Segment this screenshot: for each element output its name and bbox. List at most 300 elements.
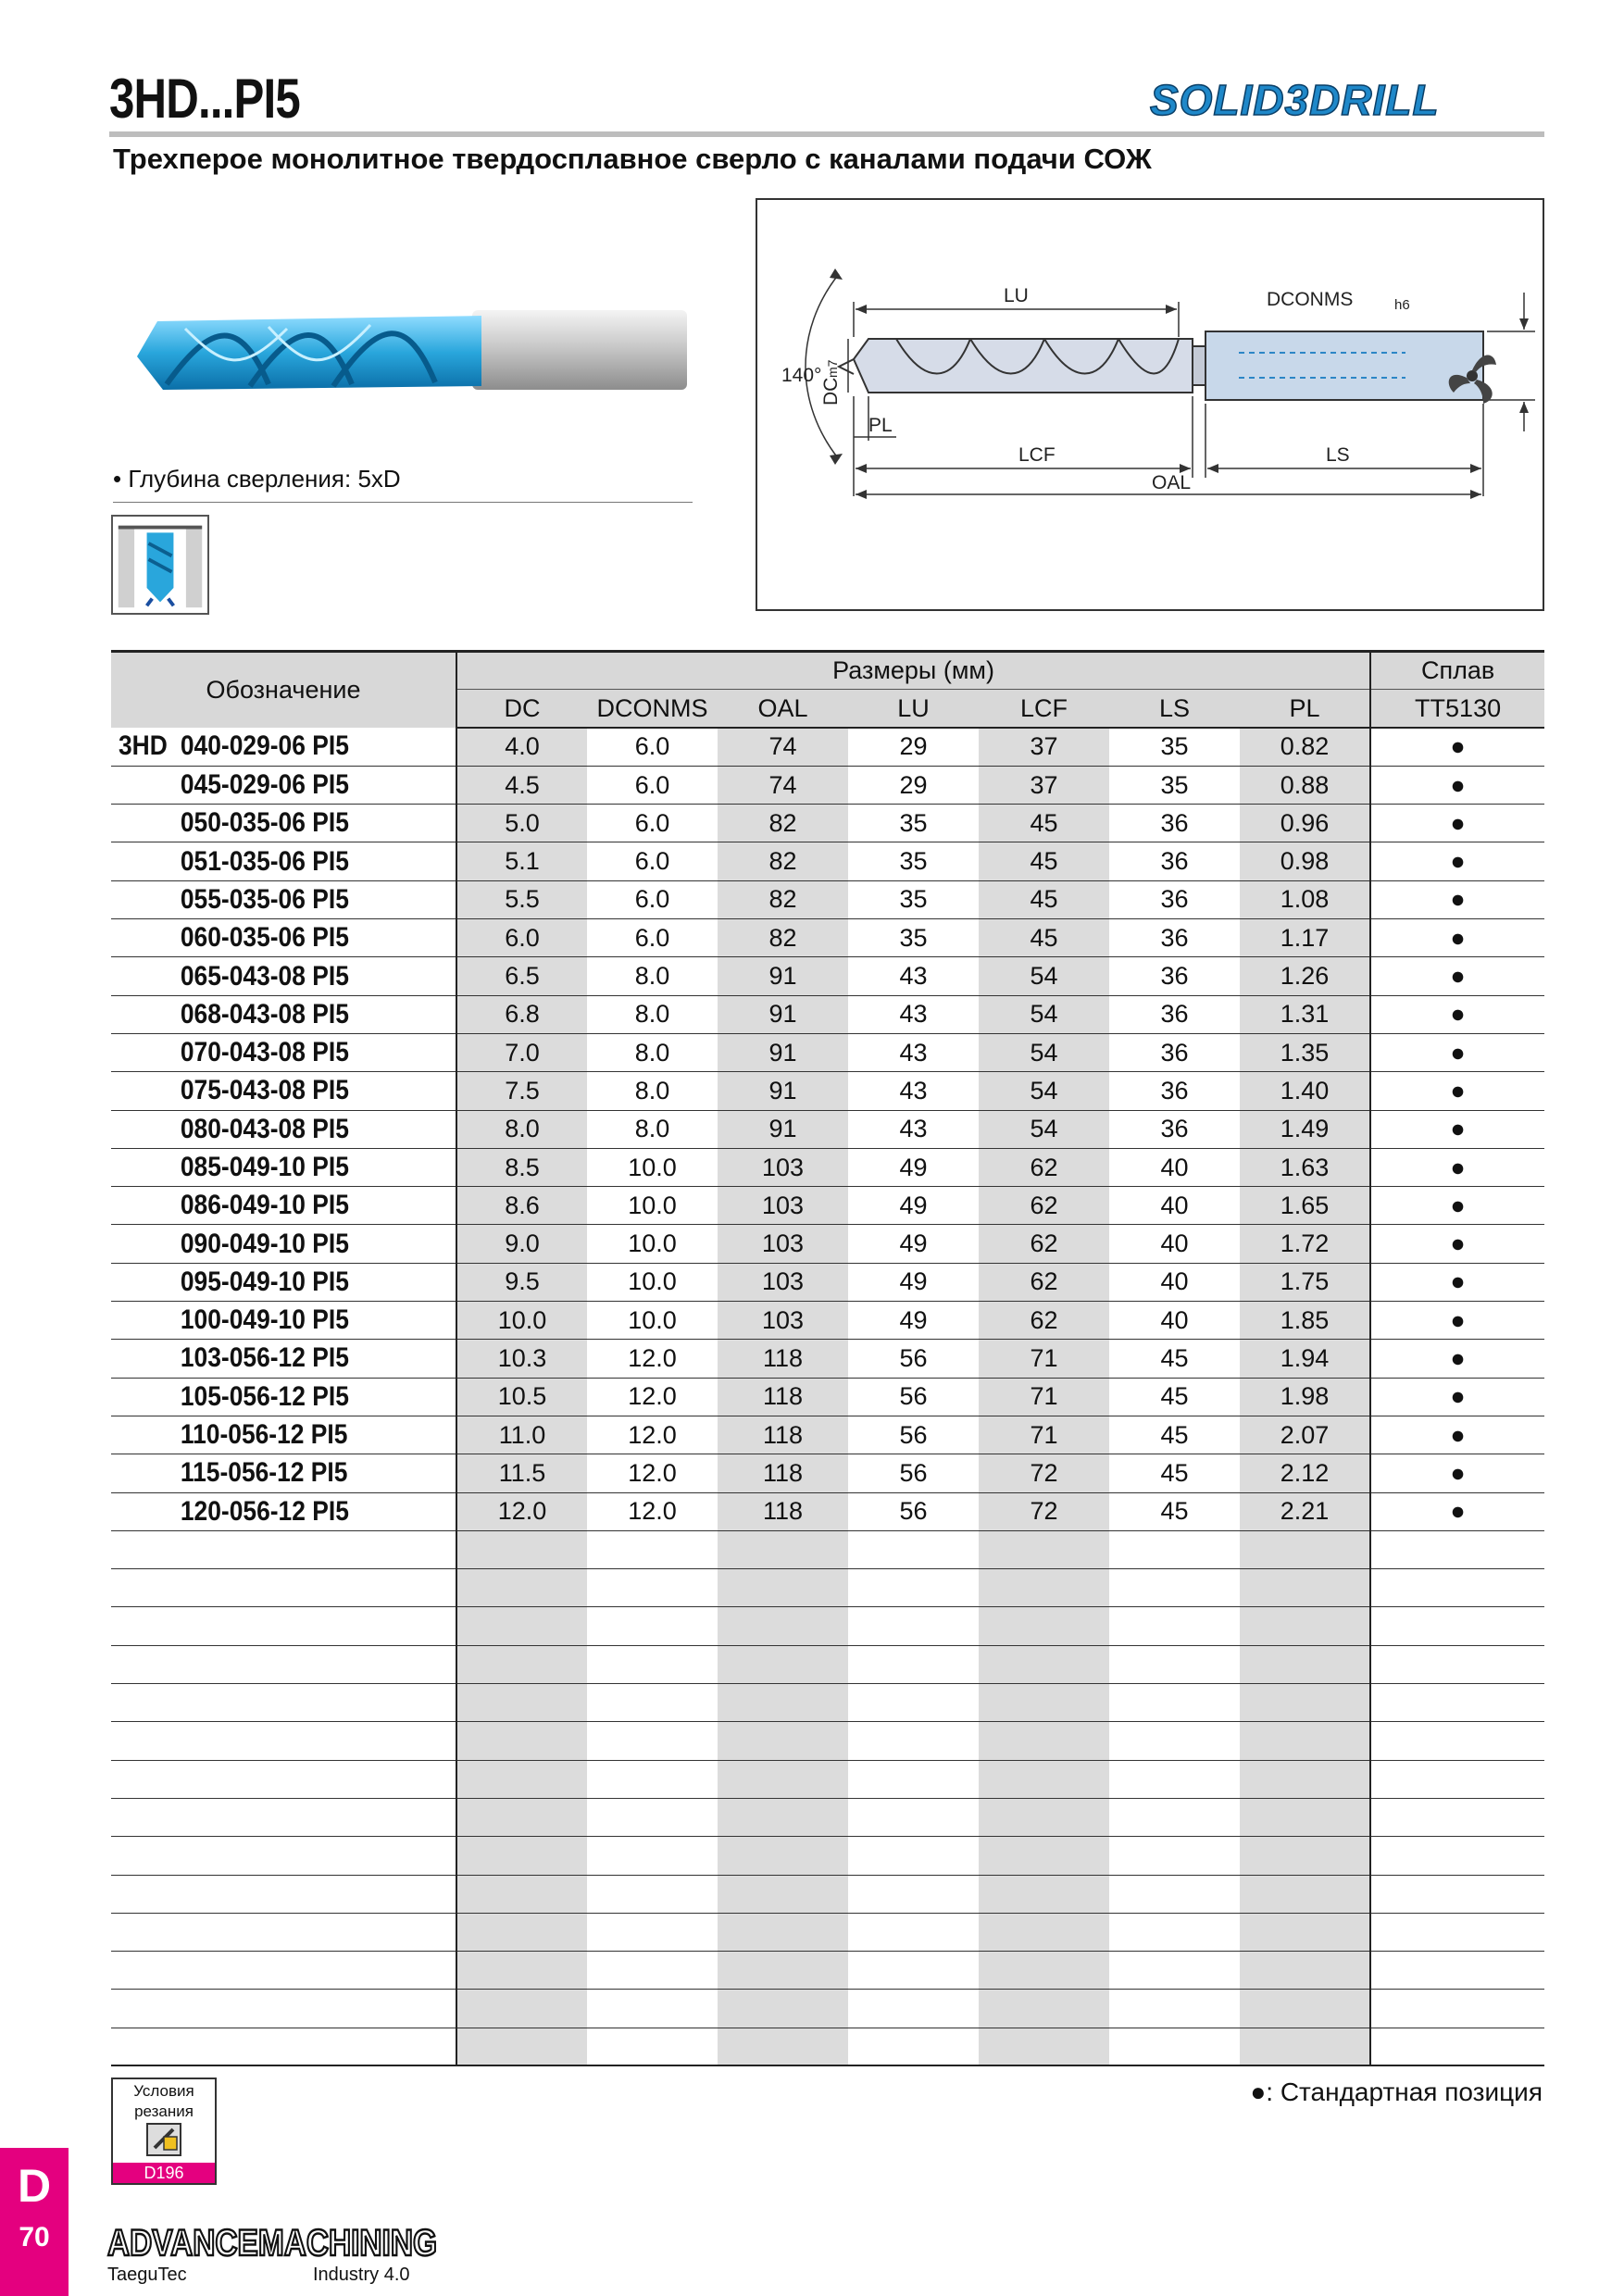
designation-code: 085-049-10 PI5	[180, 1152, 349, 1182]
page-subtitle: Трехперое монолитное твердосплавное сверло с каналами подачи СОЖ	[113, 143, 1152, 175]
empty-cell	[1370, 1837, 1544, 1875]
empty-cell	[979, 1913, 1109, 1951]
empty-cell	[456, 1875, 587, 1913]
cell-grade-mark: ●	[1370, 1148, 1544, 1186]
cell-dc: 11.0	[456, 1416, 587, 1454]
empty-table-row	[111, 1952, 1544, 1990]
designation-code: 051-035-06 PI5	[180, 845, 349, 877]
designation-cell	[111, 1263, 456, 1301]
cell-lcf: 45	[979, 880, 1109, 918]
cell-lu: 56	[848, 1454, 979, 1492]
cell-grade-mark: ●	[1370, 805, 1544, 842]
cell-lu: 56	[848, 1340, 979, 1378]
designation-cell	[111, 1416, 456, 1454]
page-number: 70	[19, 2222, 50, 2252]
designation-cell	[111, 1607, 456, 1645]
cell-lu: 56	[848, 1378, 979, 1416]
cell-oal: 118	[718, 1340, 848, 1378]
cell-dconms: 8.0	[587, 995, 718, 1033]
table-row	[111, 1072, 1544, 1110]
cell-grade-mark: ●	[1370, 728, 1544, 766]
empty-cell	[979, 1607, 1109, 1645]
empty-table-row	[111, 1760, 1544, 1798]
empty-cell	[1240, 1837, 1370, 1875]
table-row	[111, 919, 1544, 957]
empty-cell	[456, 1913, 587, 1951]
table-row	[111, 1492, 1544, 1530]
designation-prefix: 3HD	[119, 730, 168, 762]
cell-ls: 36	[1109, 805, 1240, 842]
empty-cell	[1240, 1990, 1370, 2028]
empty-cell	[587, 1990, 718, 2028]
empty-cell	[718, 1722, 848, 1760]
cutting-conditions-link[interactable]	[111, 2078, 217, 2185]
designation-cell	[111, 1798, 456, 1836]
cell-grade-mark: ●	[1370, 995, 1544, 1033]
empty-cell	[718, 1952, 848, 1990]
empty-cell	[979, 1990, 1109, 2028]
designation-code: 100-049-10 PI5	[180, 1304, 349, 1336]
designation-code: 080-043-08 PI5	[180, 1113, 349, 1144]
cell-oal: 118	[718, 1454, 848, 1492]
empty-cell	[848, 1760, 979, 1798]
cell-ls: 36	[1109, 880, 1240, 918]
empty-cell	[587, 1837, 718, 1875]
specification-table	[111, 650, 1544, 2066]
cell-grade-mark: ●	[1370, 1416, 1544, 1454]
cell-oal: 91	[718, 957, 848, 995]
table-row	[111, 1187, 1544, 1225]
svg-text:SOLID3DRILL: SOLID3DRILL	[1150, 76, 1440, 124]
empty-table-row	[111, 1684, 1544, 1722]
cell-ls: 36	[1109, 1072, 1240, 1110]
designation-cell	[111, 728, 456, 766]
designation-cell	[111, 1530, 456, 1568]
empty-cell	[587, 1760, 718, 1798]
section-tab	[0, 2148, 69, 2296]
cell-dconms: 8.0	[587, 957, 718, 995]
cell-ls: 36	[1109, 842, 1240, 880]
cell-oal: 82	[718, 805, 848, 842]
cell-lcf: 45	[979, 842, 1109, 880]
cell-grade-mark: ●	[1370, 1492, 1544, 1530]
empty-cell	[848, 1722, 979, 1760]
designation-code: 105-056-12 PI5	[180, 1380, 349, 1412]
designation-cell	[111, 1837, 456, 1875]
cell-lcf: 54	[979, 1033, 1109, 1071]
empty-cell	[718, 1875, 848, 1913]
cell-oal: 82	[718, 880, 848, 918]
designation-cell	[111, 1990, 456, 2028]
cell-oal: 103	[718, 1225, 848, 1263]
cell-grade-mark: ●	[1370, 1072, 1544, 1110]
empty-cell	[848, 2028, 979, 2065]
cell-lu: 43	[848, 1110, 979, 1148]
col-lcf: LCF	[979, 690, 1109, 728]
cell-dconms: 8.0	[587, 1072, 718, 1110]
table-row	[111, 728, 1544, 766]
cell-oal: 82	[718, 842, 848, 880]
cell-lcf: 62	[979, 1225, 1109, 1263]
cell-oal: 74	[718, 728, 848, 766]
empty-cell	[848, 1798, 979, 1836]
empty-cell	[1109, 1760, 1240, 1798]
cell-pl: 2.07	[1240, 1416, 1370, 1454]
cell-lu: 49	[848, 1187, 979, 1225]
table-row	[111, 766, 1544, 804]
cell-dc: 5.1	[456, 842, 587, 880]
empty-cell	[1109, 1722, 1240, 1760]
cell-ls: 36	[1109, 995, 1240, 1033]
cell-oal: 91	[718, 1072, 848, 1110]
cell-dc: 9.5	[456, 1263, 587, 1301]
empty-cell	[718, 1645, 848, 1683]
cell-pl: 2.21	[1240, 1492, 1370, 1530]
cell-lcf: 54	[979, 995, 1109, 1033]
cell-lcf: 54	[979, 1110, 1109, 1148]
designation-cell	[111, 1875, 456, 1913]
empty-table-row	[111, 1990, 1544, 2028]
empty-cell	[1109, 1530, 1240, 1568]
col-grade-tt5130: TT5130	[1370, 690, 1544, 728]
svg-text:140°: 140°	[781, 365, 822, 386]
empty-table-row	[111, 1645, 1544, 1683]
cell-dc: 5.0	[456, 805, 587, 842]
empty-cell	[848, 1837, 979, 1875]
empty-cell	[1370, 1875, 1544, 1913]
designation-cell	[111, 1569, 456, 1607]
designation-code: 120-056-12 PI5	[180, 1495, 349, 1527]
empty-cell	[1370, 1530, 1544, 1568]
cell-pl: 1.49	[1240, 1110, 1370, 1148]
empty-cell	[848, 1607, 979, 1645]
empty-cell	[1370, 1569, 1544, 1607]
empty-cell	[1109, 1837, 1240, 1875]
designation-cell	[111, 1340, 456, 1378]
empty-cell	[979, 1798, 1109, 1836]
designation-cell	[111, 1302, 456, 1340]
cell-grade-mark: ●	[1370, 842, 1544, 880]
designation-cell	[111, 766, 456, 804]
svg-text:OAL: OAL	[1152, 472, 1192, 493]
header-designation: Обозначение	[111, 652, 456, 729]
cell-dconms: 6.0	[587, 766, 718, 804]
empty-cell	[718, 1530, 848, 1568]
cell-dc: 4.0	[456, 728, 587, 766]
cell-grade-mark: ●	[1370, 1454, 1544, 1492]
empty-cell	[718, 1607, 848, 1645]
cell-pl: 1.72	[1240, 1225, 1370, 1263]
cell-dc: 8.5	[456, 1148, 587, 1186]
cell-lu: 43	[848, 957, 979, 995]
cell-dconms: 8.0	[587, 1033, 718, 1071]
legend-standard-item: ●: Стандартная позиция	[1250, 2078, 1543, 2106]
empty-cell	[587, 1607, 718, 1645]
cell-lcf: 71	[979, 1416, 1109, 1454]
cell-grade-mark: ●	[1370, 1110, 1544, 1148]
cell-grade-mark: ●	[1370, 1263, 1544, 1301]
svg-text:LCF: LCF	[1018, 444, 1056, 466]
designation-cell	[111, 1378, 456, 1416]
cell-pl: 0.82	[1240, 728, 1370, 766]
empty-cell	[979, 1722, 1109, 1760]
cell-grade-mark: ●	[1370, 1340, 1544, 1378]
designation-code: 090-049-10 PI5	[180, 1228, 349, 1259]
designation-code: 050-035-06 PI5	[180, 807, 349, 839]
col-lu: LU	[848, 690, 979, 728]
col-pl: PL	[1240, 690, 1370, 728]
cell-ls: 36	[1109, 1110, 1240, 1148]
cell-ls: 45	[1109, 1416, 1240, 1454]
svg-text:LS: LS	[1326, 444, 1350, 466]
empty-cell	[456, 1760, 587, 1798]
cell-ls: 45	[1109, 1378, 1240, 1416]
cell-lu: 35	[848, 919, 979, 957]
cell-pl: 1.63	[1240, 1148, 1370, 1186]
cell-lu: 49	[848, 1148, 979, 1186]
drilling-depth-note: • Глубина сверления: 5xD	[113, 465, 401, 493]
cell-oal: 82	[718, 919, 848, 957]
empty-cell	[1370, 1760, 1544, 1798]
cell-oal: 103	[718, 1148, 848, 1186]
cell-lcf: 71	[979, 1340, 1109, 1378]
empty-cell	[1109, 1798, 1240, 1836]
empty-cell	[587, 1684, 718, 1722]
designation-code: 075-043-08 PI5	[180, 1075, 349, 1106]
footer-industry: Industry 4.0	[313, 2265, 410, 2285]
cell-lcf: 72	[979, 1492, 1109, 1530]
svg-text:DC: DC	[820, 377, 842, 406]
empty-cell	[979, 1952, 1109, 1990]
empty-cell	[456, 1722, 587, 1760]
cell-ls: 40	[1109, 1148, 1240, 1186]
cell-lcf: 37	[979, 766, 1109, 804]
table-row	[111, 1416, 1544, 1454]
cell-ls: 36	[1109, 1033, 1240, 1071]
cell-oal: 74	[718, 766, 848, 804]
empty-cell	[848, 1684, 979, 1722]
cell-lcf: 37	[979, 728, 1109, 766]
cell-dconms: 12.0	[587, 1340, 718, 1378]
cell-ls: 40	[1109, 1302, 1240, 1340]
drilling-depth-icon	[111, 515, 209, 615]
cell-dc: 6.5	[456, 957, 587, 995]
empty-cell	[1240, 1760, 1370, 1798]
cell-ls: 40	[1109, 1187, 1240, 1225]
cell-oal: 103	[718, 1263, 848, 1301]
cell-lcf: 54	[979, 957, 1109, 995]
table-row	[111, 1302, 1544, 1340]
page-title: 3HD...PI5	[109, 68, 300, 130]
cell-dconms: 8.0	[587, 1110, 718, 1148]
cell-lu: 35	[848, 805, 979, 842]
empty-table-row	[111, 1530, 1544, 1568]
cell-lcf: 62	[979, 1302, 1109, 1340]
cell-dc: 10.3	[456, 1340, 587, 1378]
cell-grade-mark: ●	[1370, 957, 1544, 995]
empty-cell	[848, 1530, 979, 1568]
empty-cell	[1240, 1875, 1370, 1913]
empty-cell	[1370, 1952, 1544, 1990]
empty-cell	[718, 1569, 848, 1607]
table-row	[111, 1225, 1544, 1263]
empty-cell	[979, 2028, 1109, 2065]
designation-cell	[111, 1454, 456, 1492]
empty-cell	[1370, 1645, 1544, 1683]
designation-cell	[111, 842, 456, 880]
dimension-diagram	[756, 198, 1544, 611]
cell-ls: 45	[1109, 1492, 1240, 1530]
cell-grade-mark: ●	[1370, 1302, 1544, 1340]
table-row	[111, 880, 1544, 918]
empty-cell	[979, 1530, 1109, 1568]
cell-oal: 91	[718, 1110, 848, 1148]
empty-cell	[587, 1875, 718, 1913]
designation-cell	[111, 1072, 456, 1110]
cell-oal: 91	[718, 1033, 848, 1071]
dimension-drawing	[757, 200, 1543, 609]
cell-pl: 1.35	[1240, 1033, 1370, 1071]
designation-cell	[111, 957, 456, 995]
cell-dconms: 10.0	[587, 1302, 718, 1340]
designation-cell	[111, 1033, 456, 1071]
cell-oal: 103	[718, 1187, 848, 1225]
cell-oal: 118	[718, 1378, 848, 1416]
empty-cell	[979, 1837, 1109, 1875]
designation-cell	[111, 1722, 456, 1760]
empty-cell	[587, 1913, 718, 1951]
cell-lu: 56	[848, 1492, 979, 1530]
empty-cell	[456, 1798, 587, 1836]
empty-cell	[848, 1569, 979, 1607]
empty-cell	[718, 1798, 848, 1836]
cell-dconms: 6.0	[587, 805, 718, 842]
empty-table-row	[111, 1607, 1544, 1645]
empty-cell	[1240, 1798, 1370, 1836]
designation-cell	[111, 805, 456, 842]
empty-table-row	[111, 1875, 1544, 1913]
empty-cell	[1240, 1913, 1370, 1951]
cell-dc: 7.5	[456, 1072, 587, 1110]
empty-cell	[1240, 1684, 1370, 1722]
header-grade: Сплав	[1370, 652, 1544, 690]
empty-cell	[1240, 1722, 1370, 1760]
designation-cell	[111, 1492, 456, 1530]
depth-rule	[113, 502, 693, 503]
cutting-conditions-label-1: Условия	[133, 2082, 194, 2100]
cell-pl: 1.08	[1240, 880, 1370, 918]
designation-code: 068-043-08 PI5	[180, 998, 349, 1029]
empty-cell	[1109, 1875, 1240, 1913]
cell-grade-mark: ●	[1370, 1225, 1544, 1263]
cell-oal: 91	[718, 995, 848, 1033]
cell-dconms: 10.0	[587, 1263, 718, 1301]
cell-ls: 45	[1109, 1340, 1240, 1378]
cell-pl: 1.31	[1240, 995, 1370, 1033]
empty-cell	[1370, 1722, 1544, 1760]
empty-table-row	[111, 1569, 1544, 1607]
designation-code: 055-035-06 PI5	[180, 883, 349, 915]
empty-cell	[456, 1569, 587, 1607]
designation-code: 065-043-08 PI5	[180, 960, 349, 992]
section-letter: D	[17, 2160, 52, 2212]
col-oal: OAL	[718, 690, 848, 728]
designation-code: 095-049-10 PI5	[180, 1266, 349, 1297]
empty-cell	[1370, 1607, 1544, 1645]
empty-cell	[1240, 1952, 1370, 1990]
empty-cell	[1240, 1645, 1370, 1683]
cell-pl: 1.75	[1240, 1263, 1370, 1301]
designation-code: 070-043-08 PI5	[180, 1037, 349, 1068]
designation-cell	[111, 1645, 456, 1683]
cell-dc: 12.0	[456, 1492, 587, 1530]
empty-cell	[456, 1952, 587, 1990]
cell-grade-mark: ●	[1370, 1378, 1544, 1416]
empty-cell	[1109, 2028, 1240, 2065]
empty-cell	[1109, 1684, 1240, 1722]
col-ls: LS	[1109, 690, 1240, 728]
cell-grade-mark: ●	[1370, 766, 1544, 804]
designation-code: 110-056-12 PI5	[180, 1419, 348, 1451]
cell-lu: 49	[848, 1302, 979, 1340]
cell-ls: 45	[1109, 1454, 1240, 1492]
cell-oal: 118	[718, 1416, 848, 1454]
cell-grade-mark: ●	[1370, 1187, 1544, 1225]
empty-cell	[587, 1530, 718, 1568]
svg-text:PL: PL	[868, 415, 893, 436]
svg-text:ADVANCEMACHINING: ADVANCEMACHINING	[107, 2223, 437, 2264]
cell-lcf: 71	[979, 1378, 1109, 1416]
cell-lu: 43	[848, 1072, 979, 1110]
cell-lu: 49	[848, 1225, 979, 1263]
cell-dconms: 10.0	[587, 1225, 718, 1263]
empty-cell	[1370, 2028, 1544, 2065]
cell-pl: 0.88	[1240, 766, 1370, 804]
empty-cell	[1240, 2028, 1370, 2065]
designation-cell	[111, 1952, 456, 1990]
empty-cell	[848, 1952, 979, 1990]
empty-table-row	[111, 1913, 1544, 1951]
cell-grade-mark: ●	[1370, 1033, 1544, 1071]
empty-cell	[718, 1990, 848, 2028]
cell-dconms: 6.0	[587, 880, 718, 918]
empty-cell	[456, 2028, 587, 2065]
empty-cell	[587, 1798, 718, 1836]
cell-dconms: 6.0	[587, 728, 718, 766]
cell-pl: 1.94	[1240, 1340, 1370, 1378]
designation-code: 040-029-06 PI5	[180, 730, 349, 762]
svg-text:LU: LU	[1004, 285, 1029, 306]
cell-lu: 43	[848, 1033, 979, 1071]
cell-ls: 40	[1109, 1225, 1240, 1263]
cell-lcf: 62	[979, 1263, 1109, 1301]
empty-cell	[979, 1875, 1109, 1913]
designation-cell	[111, 2028, 456, 2065]
empty-cell	[718, 1837, 848, 1875]
empty-cell	[848, 1875, 979, 1913]
empty-cell	[979, 1760, 1109, 1798]
empty-cell	[456, 1837, 587, 1875]
drill-photo	[130, 301, 694, 403]
empty-cell	[1240, 1530, 1370, 1568]
cell-lcf: 62	[979, 1187, 1109, 1225]
cell-lu: 29	[848, 766, 979, 804]
cell-pl: 1.98	[1240, 1378, 1370, 1416]
empty-cell	[1370, 1684, 1544, 1722]
empty-cell	[456, 1990, 587, 2028]
empty-cell	[1240, 1569, 1370, 1607]
cell-dconms: 12.0	[587, 1454, 718, 1492]
